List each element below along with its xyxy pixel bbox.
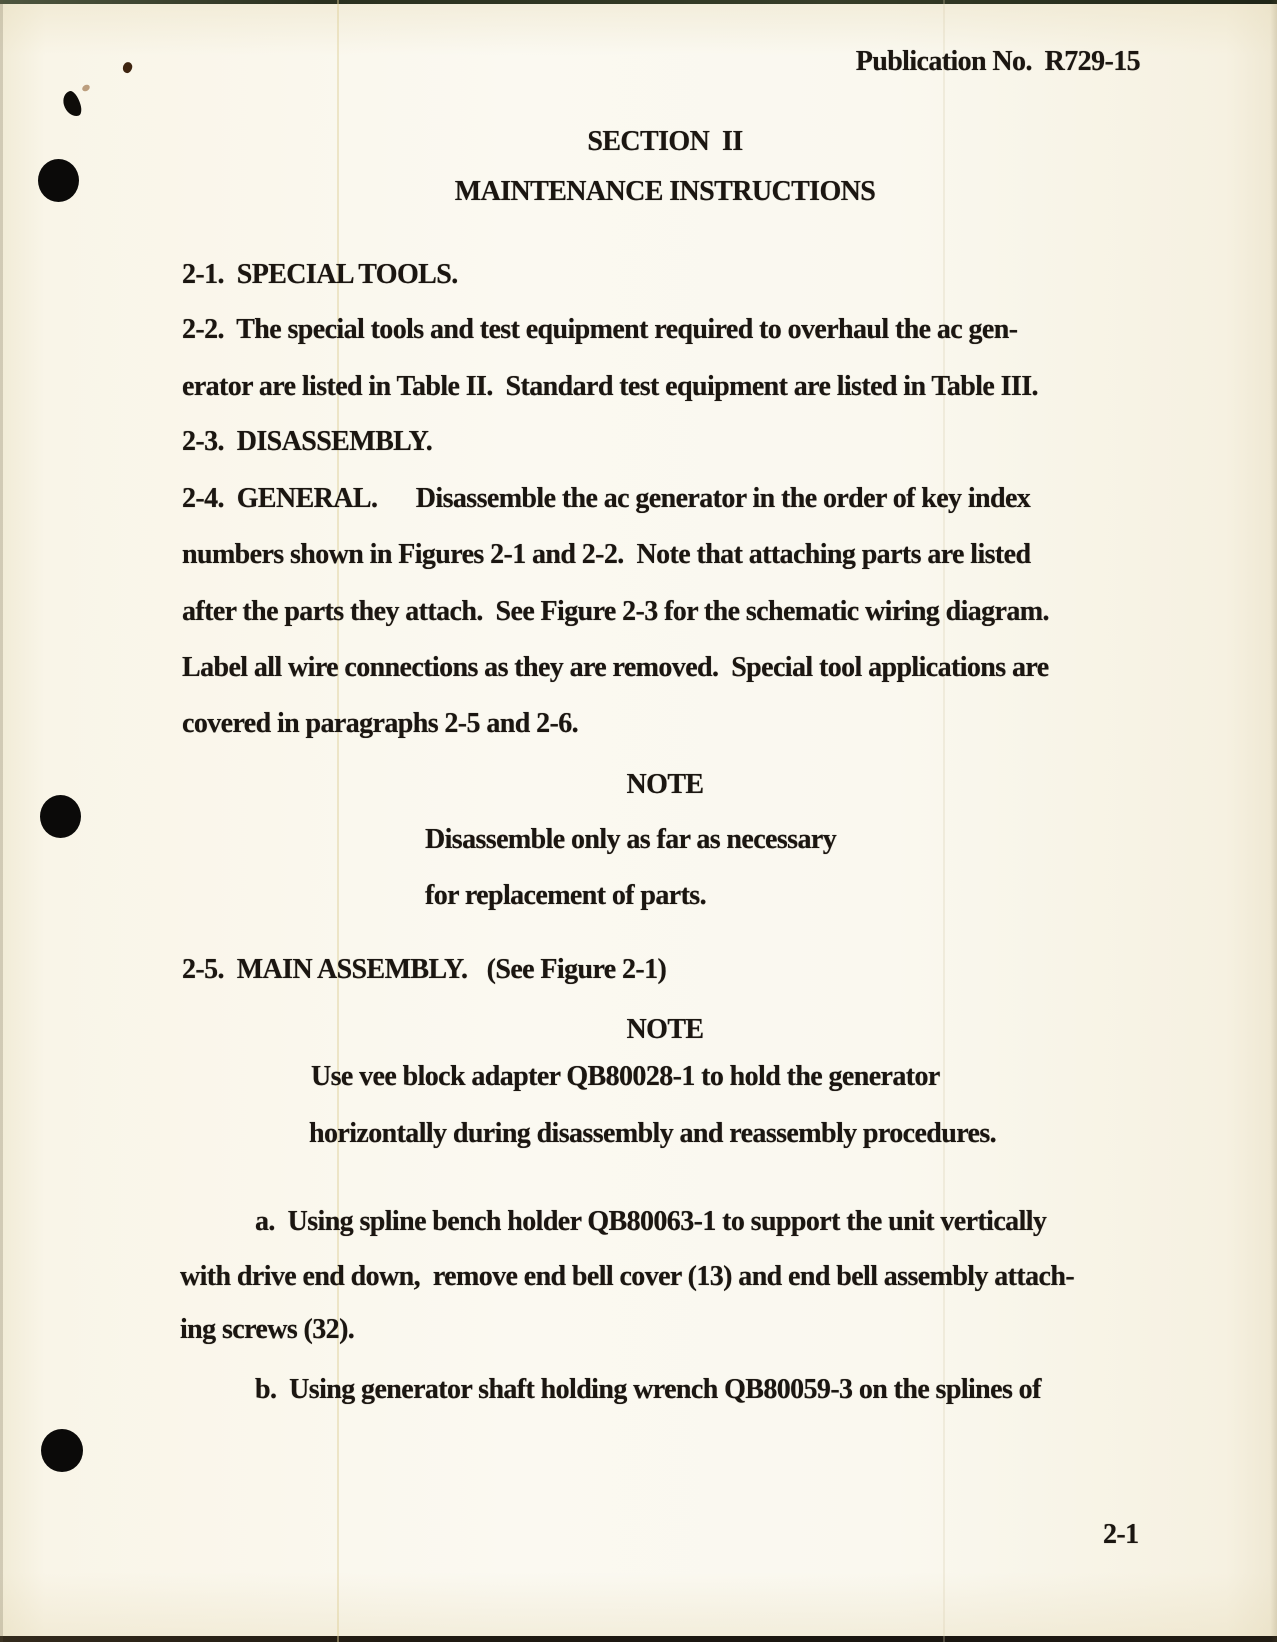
- note-1-line-2: for replacement of parts.: [425, 880, 706, 911]
- para-2-4-line-4: Label all wire connections as they are removed. Special tool applications are: [182, 652, 1049, 683]
- para-2-1-heading: 2-1. SPECIAL TOOLS.: [182, 259, 458, 290]
- note-2-line-2: horizontally during disassembly and reassembly procedures.: [309, 1118, 997, 1149]
- para-2-4-line-2: numbers shown in Figures 2-1 and 2-2. Note that attaching parts are listed: [182, 539, 1031, 570]
- para-2-4-line-5: covered in paragraphs 2-5 and 2-6.: [182, 708, 578, 739]
- step-a-line-3: ing screws (32).: [180, 1314, 355, 1345]
- note-1-heading: NOTE: [626, 769, 704, 800]
- para-2-3-heading: 2-3. DISASSEMBLY.: [182, 426, 433, 457]
- scan-top-edge: [0, 0, 1277, 4]
- para-2-5-heading: 2-5. MAIN ASSEMBLY. (See Figure 2-1): [182, 954, 667, 985]
- scan-left-edge: [0, 0, 3, 1642]
- ink-speck-small: [81, 83, 91, 92]
- para-2-4-line-3: after the parts they attach. See Figure 2-3 for the schematic wiring diagram.: [182, 596, 1049, 627]
- punch-hole-top: [38, 159, 79, 202]
- page-number: 2-1: [1103, 1519, 1139, 1550]
- step-a-line-1: a. Using spline bench holder QB80063-1 to support the unit vertically: [255, 1206, 1047, 1237]
- step-b-line-1: b. Using generator shaft holding wrench QB80059-3 on the splines of: [255, 1374, 1041, 1405]
- publication-number: Publication No. R729-15: [855, 46, 1140, 77]
- para-2-2-line-2: erator are listed in Table II. Standard test equipment are listed in Table III.: [182, 371, 1038, 402]
- punch-hole-middle: [40, 795, 81, 838]
- ink-speck: [121, 61, 134, 75]
- scan-bottom-edge: [0, 1636, 1277, 1642]
- ink-smudge: [61, 89, 84, 118]
- note-1-line-1: Disassemble only as far as necessary: [425, 824, 837, 855]
- note-2-heading: NOTE: [626, 1014, 704, 1045]
- section-subtitle: MAINTENANCE INSTRUCTIONS: [454, 176, 876, 207]
- note-2-line-1: Use vee block adapter QB80028-1 to hold the generator: [311, 1061, 940, 1092]
- para-2-4-line-1: 2-4. GENERAL. Disassemble the ac generator in the order of key index: [182, 483, 1031, 514]
- scan-right-edge: [1270, 0, 1277, 1642]
- para-2-2-line-1: 2-2. The special tools and test equipment required to overhaul the ac gen-: [182, 314, 1018, 345]
- section-title: SECTION II: [587, 126, 743, 157]
- punch-hole-bottom: [41, 1429, 83, 1472]
- step-a-line-2: with drive end down, remove end bell cover (13) and end bell assembly attach-: [180, 1261, 1075, 1292]
